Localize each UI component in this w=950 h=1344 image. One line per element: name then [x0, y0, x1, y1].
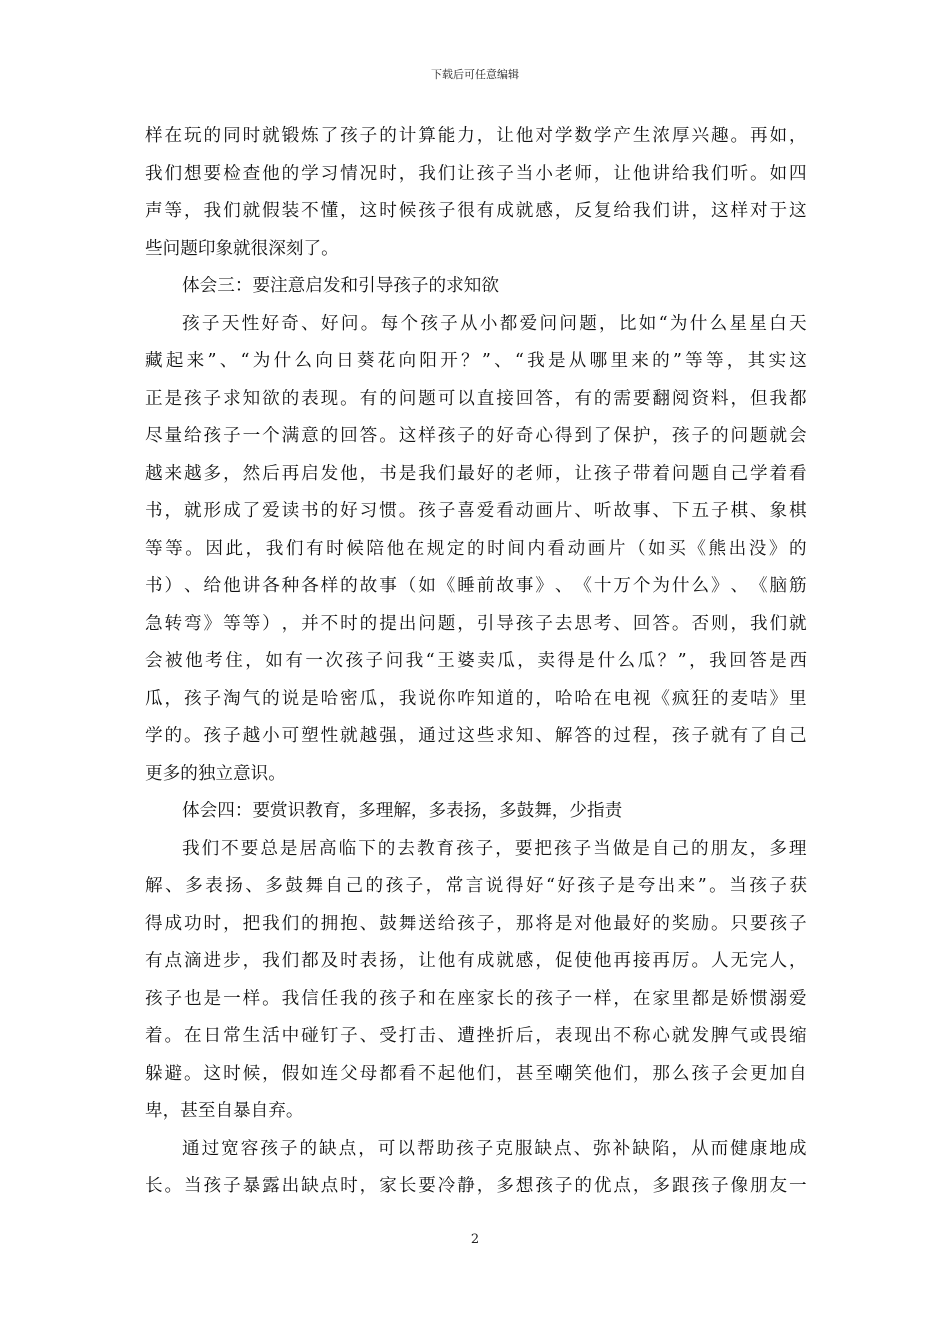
text-line: 瓜 ， 孩 子 淘 气 的 说 是 哈 密 瓜 ， 我 说 你 咋 知 道 的 ， 哈 哈 在 电 视 《 疯 狂 的 麦 咭 》 里 [145, 688, 807, 709]
text-line: 学 的 。 孩 子 越 小 可 塑 性 就 越 强 ， 通 过 这 些 求 知 、 解 答 的 过 程 ， 孩 子 就 有 了 自 己 [145, 726, 807, 746]
text-line: 尽 量 给 孩 子 一 个 满 意 的 回 答 。 这 样 孩 子 的 好 奇 心 得 到 了 保 护 ， 孩 子 的 问 题 就 会 [145, 426, 807, 446]
page-header: 下载后可任意编辑 [431, 68, 519, 81]
text-line: 孩 子 天 性 好 奇 、 好 问 。 每 个 孩 子 从 小 都 爱 问 问 题 ， 比 如 “ 为 什 么 星 星 白 天 [182, 313, 807, 334]
text-line: 通 过 宽 容 孩 子 的 缺 点 ， 可 以 帮 助 孩 子 克 服 缺 点 、 弥 补 缺 陷 ， 从 而 健 康 地 成 [182, 1138, 807, 1159]
text-line: 书 ， 就 形 成 了 爱 读 书 的 好 习 惯 。 孩 子 喜 爱 看 动 画 片 、 听 故 事 、 下 五 子 棋 、 象 棋 [145, 501, 807, 521]
text-line: 我 们 想 要 检 查 他 的 学 习 情 况 时 ， 我 们 让 孩 子 当 小 老 师 ， 让 他 讲 给 我 们 听 。 如 四 [145, 163, 807, 184]
document-body [145, 118, 807, 1206]
text-line: 我 们 不 要 总 是 居 高 临 下 的 去 教 育 孩 子 ， 要 把 孩 子 当 做 是 自 己 的 朋 友 ， 多 理 [182, 838, 807, 859]
text-line: 声 等 ， 我 们 就 假 装 不 懂 ， 这 时 候 孩 子 很 有 成 就 感 ， 反 复 给 我 们 讲 ， 这 样 对 于 这 [145, 201, 807, 221]
text-line: 体 会 三 ： 要 注 意 启 发 和 引 导 孩 子 的 求 知 欲 [182, 276, 499, 296]
text-line: 更 多 的 独 立 意 识 。 [145, 763, 286, 784]
text-line: 着 。 在 日 常 生 活 中 碰 钉 子 、 受 打 击 、 遭 挫 折 后 ， 表 现 出 不 称 心 就 发 脾 气 或 畏 缩 [145, 1026, 807, 1046]
text-line: 等 等 。 因 此 ， 我 们 有 时 候 陪 他 在 规 定 的 时 间 内 看 动 画 片 （ 如 买 《 熊 出 没 》 的 [145, 538, 807, 559]
text-line: 长 。 当 孩 子 暴 露 出 缺 点 时 ， 家 长 要 冷 静 ， 多 想 孩 子 的 优 点 ， 多 跟 孩 子 像 朋 友 一 [145, 1176, 807, 1196]
text-line: 些 问 题 印 象 就 很 深 刻 了 。 [145, 238, 339, 259]
text-line: 越 来 越 多 ， 然 后 再 启 发 他 ， 书 是 我 们 最 好 的 老 师 ， 让 孩 子 带 着 问 题 自 己 学 着 看 [145, 463, 807, 484]
text-line: 卑 ， 甚 至 自 暴 自 弃 。 [145, 1101, 304, 1121]
text-line: 正 是 孩 子 求 知 欲 的 表 现 。 有 的 问 题 可 以 直 接 回 答 ， 有 的 需 要 翻 阅 资 料 ， 但 我 都 [145, 388, 807, 409]
text-line: 体 会 四 ： 要 赏 识 教 育 ， 多 理 解 ， 多 表 扬 ， 多 鼓 舞 ， 少 指 责 [182, 801, 623, 821]
text-line: 有 点 滴 进 步 ， 我 们 都 及 时 表 扬 ， 让 他 有 成 就 感 ， 促 使 他 再 接 再 厉 。 人 无 完 人 ， [145, 951, 807, 971]
text-line: 孩 子 也 是 一 样 。 我 信 任 我 的 孩 子 和 在 座 家 长 的 孩 子 一 样 ， 在 家 里 都 是 娇 惯 溺 爱 [145, 988, 807, 1009]
text-line: 书 ） 、 给 他 讲 各 种 各 样 的 故 事 （ 如 《 睡 前 故 事 》 、 《 十 万 个 为 什 么 》 、 《 脑 筋 [145, 576, 807, 596]
text-line: 急 转 弯 》 等 等 ） ， 并 不 时 的 提 出 问 题 ， 引 导 孩 子 去 思 考 、 回 答 。 否 则 ， 我 们 就 [145, 613, 807, 634]
text-line: 得 成 功 时 ， 把 我 们 的 拥 抱 、 鼓 舞 送 给 孩 子 ， 那 将 是 对 他 最 好 的 奖 励 。 只 要 孩 子 [145, 913, 807, 934]
text-line: 样 在 玩 的 同 时 就 锻 炼 了 孩 子 的 计 算 能 力 ， 让 他 对 学 数 学 产 生 浓 厚 兴 趣 。 再 如 ， [145, 126, 807, 146]
text-line: 躲 避 。 这 时 候 ， 假 如 连 父 母 都 看 不 起 他 们 ， 甚 至 嘲 笑 他 们 ， 那 么 孩 子 会 更 加 自 [145, 1063, 807, 1084]
page-number: 2 [470, 1232, 480, 1247]
text-line: 藏 起 来 ” 、 “ 为 什 么 向 日 葵 花 向 阳 开 ？ ” 、 “ 我 是 从 哪 里 来 的 ” 等 等 ， 其 实 这 [145, 351, 807, 371]
text-line: 解 、 多 表 扬 、 多 鼓 舞 自 己 的 孩 子 ， 常 言 说 得 好 “ 好 孩 子 是 夸 出 来 ” 。 当 孩 子 获 [145, 876, 807, 896]
text-line: 会 被 他 考 住 ， 如 有 一 次 孩 子 问 我 “ 王 婆 卖 瓜 ， 卖 得 是 什 么 瓜 ？ ” ， 我 回 答 是 西 [145, 651, 807, 671]
